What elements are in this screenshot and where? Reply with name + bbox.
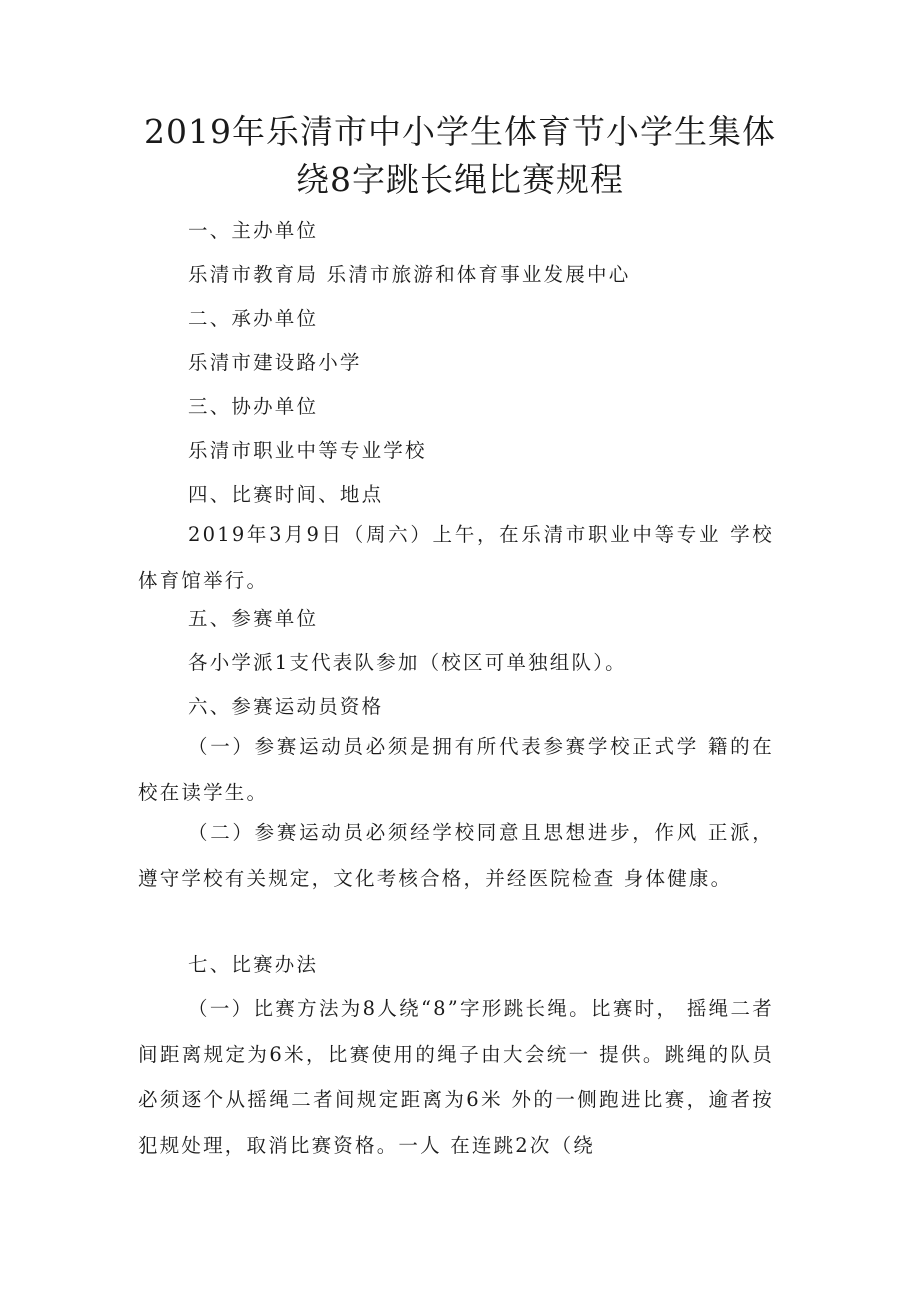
document-title-line-2: 绕8字跳长绳比赛规程 xyxy=(296,160,624,199)
section-2-heading: 二、承办单位 xyxy=(188,307,319,330)
section-5-body: 各小学派1支代表队参加（校区可单独组队）。 xyxy=(188,651,627,674)
section-3-body: 乐清市职业中等专业学校 xyxy=(188,439,427,462)
section-2-body: 乐清市建设路小学 xyxy=(188,351,362,374)
section-1-body: 乐清市教育局 乐清市旅游和体育事业发展中心 xyxy=(188,263,631,286)
section-6-heading: 六、参赛运动员资格 xyxy=(188,695,384,718)
document-title-line-1: 2019年乐清市中小学生体育节小学生集体 xyxy=(144,112,776,151)
section-4-heading: 四、比赛时间、地点 xyxy=(188,483,384,506)
section-6-item-2: （二）参赛运动员必须经学校同意且思想进步，作风 正派，遵守学校有关规定，文化考核合格，并经医院检查 身体健康。 xyxy=(138,821,774,890)
section-4-body: 2019年3月9日（周六）上午，在乐清市职业中等专业 学校体育馆举行。 xyxy=(138,523,774,592)
section-6-item-1: （一）参赛运动员必须是拥有所代表参赛学校正式学 籍的在校在读学生。 xyxy=(138,735,774,804)
section-3-heading: 三、协办单位 xyxy=(188,395,319,418)
section-7-item-1: （一）比赛方法为8人绕“8”字形跳长绳。比赛时， 摇绳二者间距离规定为6米，比赛使用的绳子由大会统一 提供。跳绳的队员必须逐个从摇绳二者间规定距离为6米 外的一侧跑进比赛，逾者按犯规处理，取消比赛资格。一人 在连跳2次（绕 xyxy=(138,997,774,1157)
section-1-heading: 一、主办单位 xyxy=(188,219,319,242)
section-5-heading: 五、参赛单位 xyxy=(188,607,319,630)
section-7-heading: 七、比赛办法 xyxy=(188,953,319,976)
